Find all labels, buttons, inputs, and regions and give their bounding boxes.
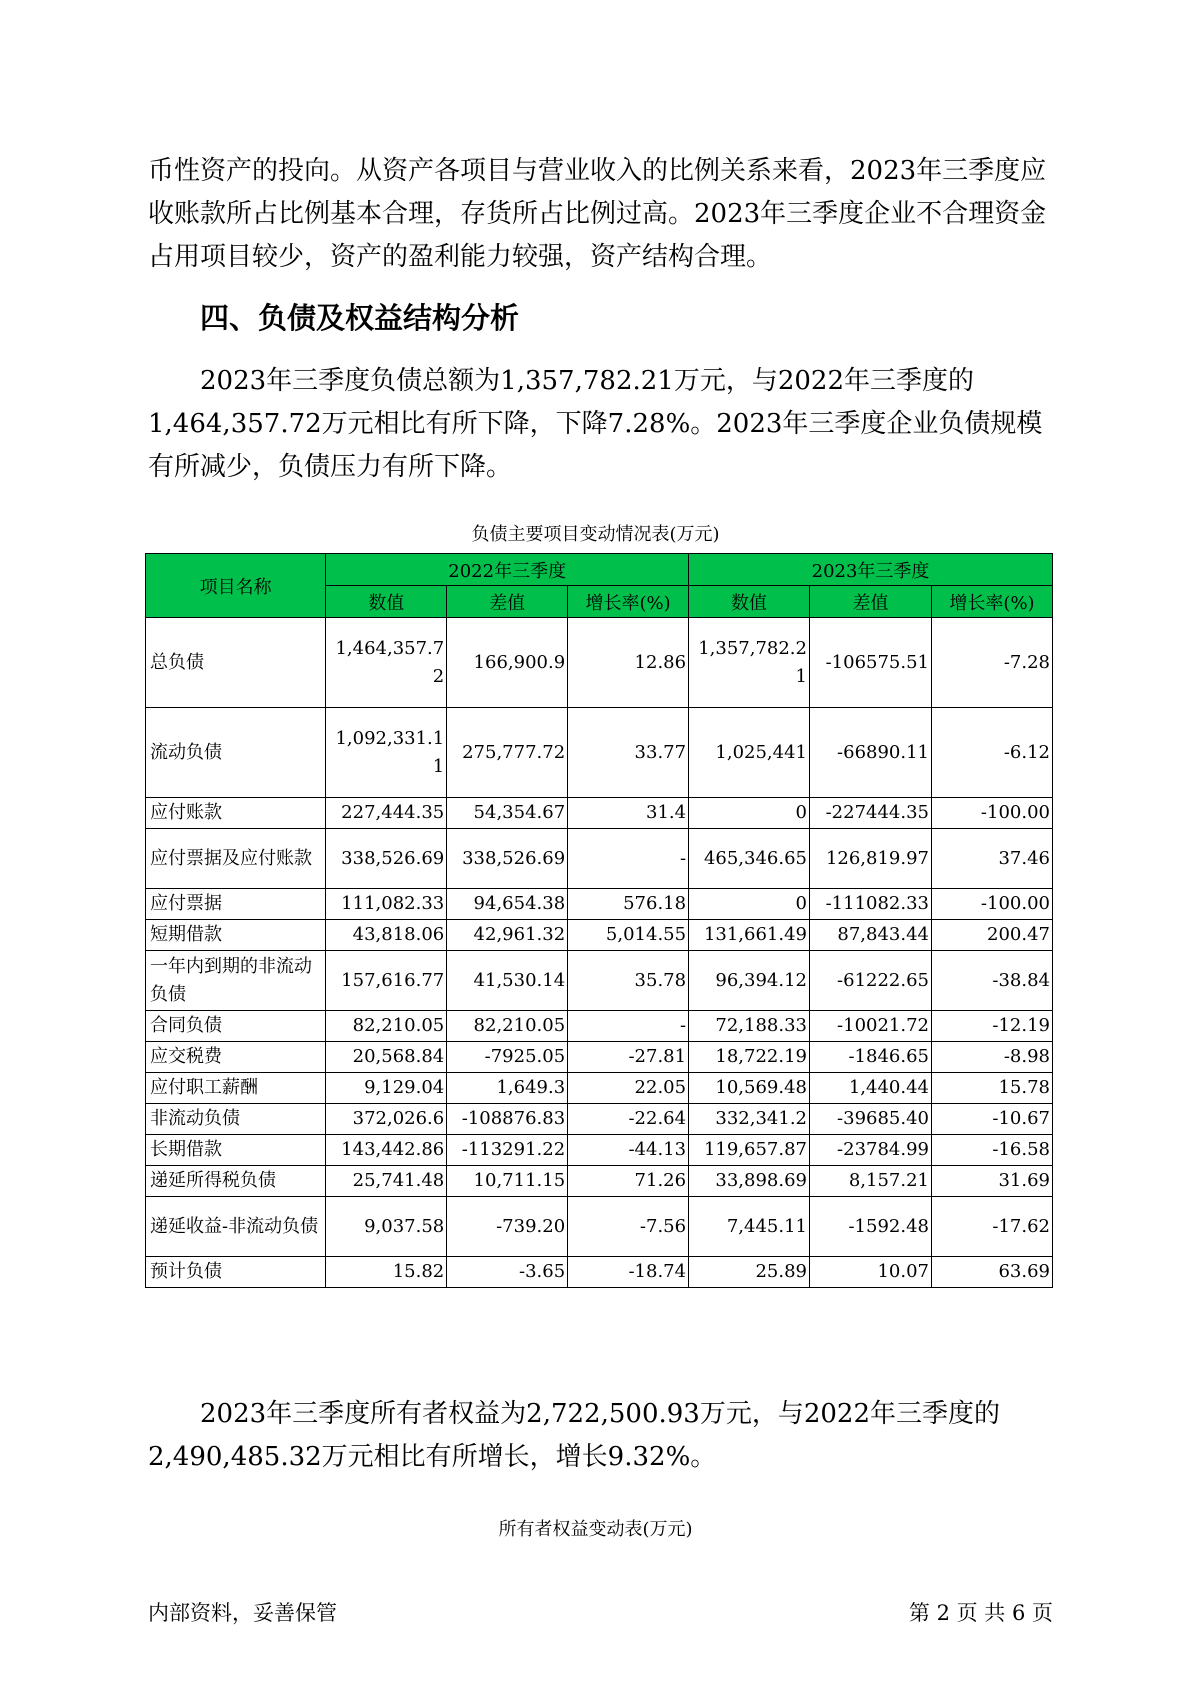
row-cell-r23: -10.67 — [932, 1104, 1053, 1135]
row-cell-d23: 10.07 — [810, 1257, 932, 1288]
row-cell-r22: - — [568, 1011, 689, 1042]
row-cell-d22: 275,777.72 — [447, 708, 568, 798]
row-cell-d23: -23784.99 — [810, 1135, 932, 1166]
paragraph-equity-text: 2023年三季度所有者权益为2,722,500.93万元，与2022年三季度的2,490,485.32万元相比有所增长，增长9.32%。 — [148, 1399, 1001, 1472]
row-item-name: 一年内到期的非流动负债 — [146, 951, 326, 1011]
header-value-2023: 数值 — [689, 586, 810, 618]
table-row — [146, 618, 1053, 708]
row-cell-r23: -12.19 — [932, 1011, 1053, 1042]
row-item-name: 长期借款 — [146, 1135, 326, 1166]
footer-confidential-note: 内部资料，妥善保管 — [148, 1601, 337, 1625]
row-cell-v23: 332,341.2 — [689, 1104, 810, 1135]
row-cell-v22: 15.82 — [326, 1257, 447, 1288]
row-cell-v22: 1,464,357.72 — [326, 618, 447, 708]
row-item-name: 应交税费 — [146, 1042, 326, 1073]
row-cell-d22: 10,711.15 — [447, 1166, 568, 1197]
table-row — [146, 1073, 1053, 1104]
row-cell-d23: -10021.72 — [810, 1011, 932, 1042]
row-cell-d23: -227444.35 — [810, 798, 932, 829]
row-cell-r23: 63.69 — [932, 1257, 1053, 1288]
row-cell-v23: 33,898.69 — [689, 1166, 810, 1197]
table-row — [146, 1011, 1053, 1042]
row-item-name: 应付票据及应付账款 — [146, 829, 326, 889]
row-cell-v23: 465,346.65 — [689, 829, 810, 889]
row-cell-v22: 1,092,331.11 — [326, 708, 447, 798]
row-item-name: 总负债 — [146, 618, 326, 708]
row-cell-r22: 31.4 — [568, 798, 689, 829]
row-item-name: 应付票据 — [146, 889, 326, 920]
row-cell-r22: 5,014.55 — [568, 920, 689, 951]
row-cell-v23: 96,394.12 — [689, 951, 810, 1011]
row-cell-d23: 87,843.44 — [810, 920, 932, 951]
row-cell-d23: -1592.48 — [810, 1197, 932, 1257]
row-cell-r23: -38.84 — [932, 951, 1053, 1011]
row-cell-r22: -7.56 — [568, 1197, 689, 1257]
row-cell-v22: 20,568.84 — [326, 1042, 447, 1073]
row-cell-d23: -106575.51 — [810, 618, 932, 708]
row-cell-r23: -8.98 — [932, 1042, 1053, 1073]
row-cell-r22: 576.18 — [568, 889, 689, 920]
row-cell-v23: 18,722.19 — [689, 1042, 810, 1073]
row-cell-v22: 372,026.6 — [326, 1104, 447, 1135]
header-diff-2023: 差值 — [810, 586, 932, 618]
row-cell-d22: 54,354.67 — [447, 798, 568, 829]
row-cell-r22: -27.81 — [568, 1042, 689, 1073]
row-cell-v23: 7,445.11 — [689, 1197, 810, 1257]
row-cell-v23: 1,025,441 — [689, 708, 810, 798]
row-cell-v22: 157,616.77 — [326, 951, 447, 1011]
paragraph-liability-summary — [148, 360, 1054, 489]
row-cell-r23: 200.47 — [932, 920, 1053, 951]
row-cell-v22: 143,442.86 — [326, 1135, 447, 1166]
row-item-name: 合同负债 — [146, 1011, 326, 1042]
liabilities-table-body — [146, 618, 1053, 1288]
row-item-name: 非流动负债 — [146, 1104, 326, 1135]
table-row — [146, 1135, 1053, 1166]
row-cell-d23: -61222.65 — [810, 951, 932, 1011]
row-cell-v23: 0 — [689, 798, 810, 829]
header-value-2022: 数值 — [326, 586, 447, 618]
row-cell-d23: 8,157.21 — [810, 1166, 932, 1197]
row-cell-v23: 119,657.87 — [689, 1135, 810, 1166]
row-cell-v23: 10,569.48 — [689, 1073, 810, 1104]
row-item-name: 短期借款 — [146, 920, 326, 951]
row-cell-d22: 166,900.9 — [447, 618, 568, 708]
row-cell-r22: - — [568, 829, 689, 889]
row-cell-d22: -108876.83 — [447, 1104, 568, 1135]
row-cell-r22: -18.74 — [568, 1257, 689, 1288]
header-period-2023: 2023年三季度 — [689, 554, 1053, 586]
paragraph-asset-structure: 币性资产的投向。从资产各项目与营业收入的比例关系来看，2023年三季度应收账款所占比例基本合理，存货所占比例过高。2023年三季度企业不合理资金占用项目较少，资产的盈利能力较强，资产结构合理。 — [148, 156, 1047, 272]
row-cell-d23: -66890.11 — [810, 708, 932, 798]
row-item-name: 应付账款 — [146, 798, 326, 829]
row-cell-r22: 12.86 — [568, 618, 689, 708]
table-caption-liabilities: 负债主要项目变动情况表(万元) — [471, 524, 720, 545]
header-diff-2022: 差值 — [447, 586, 568, 618]
table-row — [146, 1166, 1053, 1197]
table-row — [146, 1104, 1053, 1135]
row-cell-r23: -17.62 — [932, 1197, 1053, 1257]
table-row — [146, 920, 1053, 951]
row-cell-v23: 72,188.33 — [689, 1011, 810, 1042]
row-cell-v22: 43,818.06 — [326, 920, 447, 951]
row-cell-v22: 9,129.04 — [326, 1073, 447, 1104]
row-cell-d23: -39685.40 — [810, 1104, 932, 1135]
row-cell-d23: -111082.33 — [810, 889, 932, 920]
row-cell-r22: 35.78 — [568, 951, 689, 1011]
row-cell-r22: 33.77 — [568, 708, 689, 798]
paragraph-equity-summary — [148, 1393, 1054, 1479]
row-cell-r23: -100.00 — [932, 889, 1053, 920]
row-cell-d22: 42,961.32 — [447, 920, 568, 951]
row-cell-v22: 227,444.35 — [326, 798, 447, 829]
table-row — [146, 829, 1053, 889]
row-cell-r23: 15.78 — [932, 1073, 1053, 1104]
header-period-2022: 2022年三季度 — [326, 554, 689, 586]
liabilities-table — [145, 553, 1053, 1288]
table-caption-equity: 所有者权益变动表(万元) — [498, 1519, 693, 1540]
row-cell-v23: 1,357,782.21 — [689, 618, 810, 708]
row-cell-v23: 131,661.49 — [689, 920, 810, 951]
row-item-name: 流动负债 — [146, 708, 326, 798]
row-cell-v23: 25.89 — [689, 1257, 810, 1288]
table-row — [146, 889, 1053, 920]
row-cell-v22: 9,037.58 — [326, 1197, 447, 1257]
row-cell-d22: -113291.22 — [447, 1135, 568, 1166]
row-item-name: 预计负债 — [146, 1257, 326, 1288]
row-cell-d22: 338,526.69 — [447, 829, 568, 889]
table-row — [146, 1257, 1053, 1288]
row-item-name: 应付职工薪酬 — [146, 1073, 326, 1104]
row-cell-r23: -100.00 — [932, 798, 1053, 829]
row-cell-r23: -7.28 — [932, 618, 1053, 708]
row-cell-r22: 71.26 — [568, 1166, 689, 1197]
row-cell-d22: 1,649.3 — [447, 1073, 568, 1104]
row-item-name: 递延收益-非流动负债 — [146, 1197, 326, 1257]
row-cell-d22: 94,654.38 — [447, 889, 568, 920]
row-cell-r23: 37.46 — [932, 829, 1053, 889]
row-cell-v22: 338,526.69 — [326, 829, 447, 889]
section-heading: 四、负债及权益结构分析 — [200, 301, 520, 335]
table-row — [146, 1042, 1053, 1073]
row-cell-d23: 126,819.97 — [810, 829, 932, 889]
table-row — [146, 951, 1053, 1011]
row-cell-v22: 82,210.05 — [326, 1011, 447, 1042]
row-cell-d22: -7925.05 — [447, 1042, 568, 1073]
table-row — [146, 1197, 1053, 1257]
row-cell-r23: -6.12 — [932, 708, 1053, 798]
row-item-name: 递延所得税负债 — [146, 1166, 326, 1197]
table-row — [146, 708, 1053, 798]
row-cell-v22: 111,082.33 — [326, 889, 447, 920]
row-cell-r23: 31.69 — [932, 1166, 1053, 1197]
row-cell-v22: 25,741.48 — [326, 1166, 447, 1197]
row-cell-r23: -16.58 — [932, 1135, 1053, 1166]
row-cell-d22: 82,210.05 — [447, 1011, 568, 1042]
header-item-name: 项目名称 — [146, 554, 326, 618]
header-rate-2022: 增长率(%) — [568, 586, 689, 618]
footer-page-number: 第 2 页 共 6 页 — [908, 1601, 1053, 1625]
table-row — [146, 798, 1053, 829]
paragraph-liability-text: 2023年三季度负债总额为1,357,782.21万元，与2022年三季度的1,464,357.72万元相比有所下降，下降7.28%。2023年三季度企业负债规模有所减少，负债压力有所下降。 — [148, 366, 1043, 482]
row-cell-r22: 22.05 — [568, 1073, 689, 1104]
row-cell-d23: -1846.65 — [810, 1042, 932, 1073]
row-cell-d22: -739.20 — [447, 1197, 568, 1257]
row-cell-d22: 41,530.14 — [447, 951, 568, 1011]
row-cell-d22: -3.65 — [447, 1257, 568, 1288]
row-cell-r22: -44.13 — [568, 1135, 689, 1166]
row-cell-r22: -22.64 — [568, 1104, 689, 1135]
header-rate-2023: 增长率(%) — [932, 586, 1053, 618]
row-cell-d23: 1,440.44 — [810, 1073, 932, 1104]
row-cell-v23: 0 — [689, 889, 810, 920]
